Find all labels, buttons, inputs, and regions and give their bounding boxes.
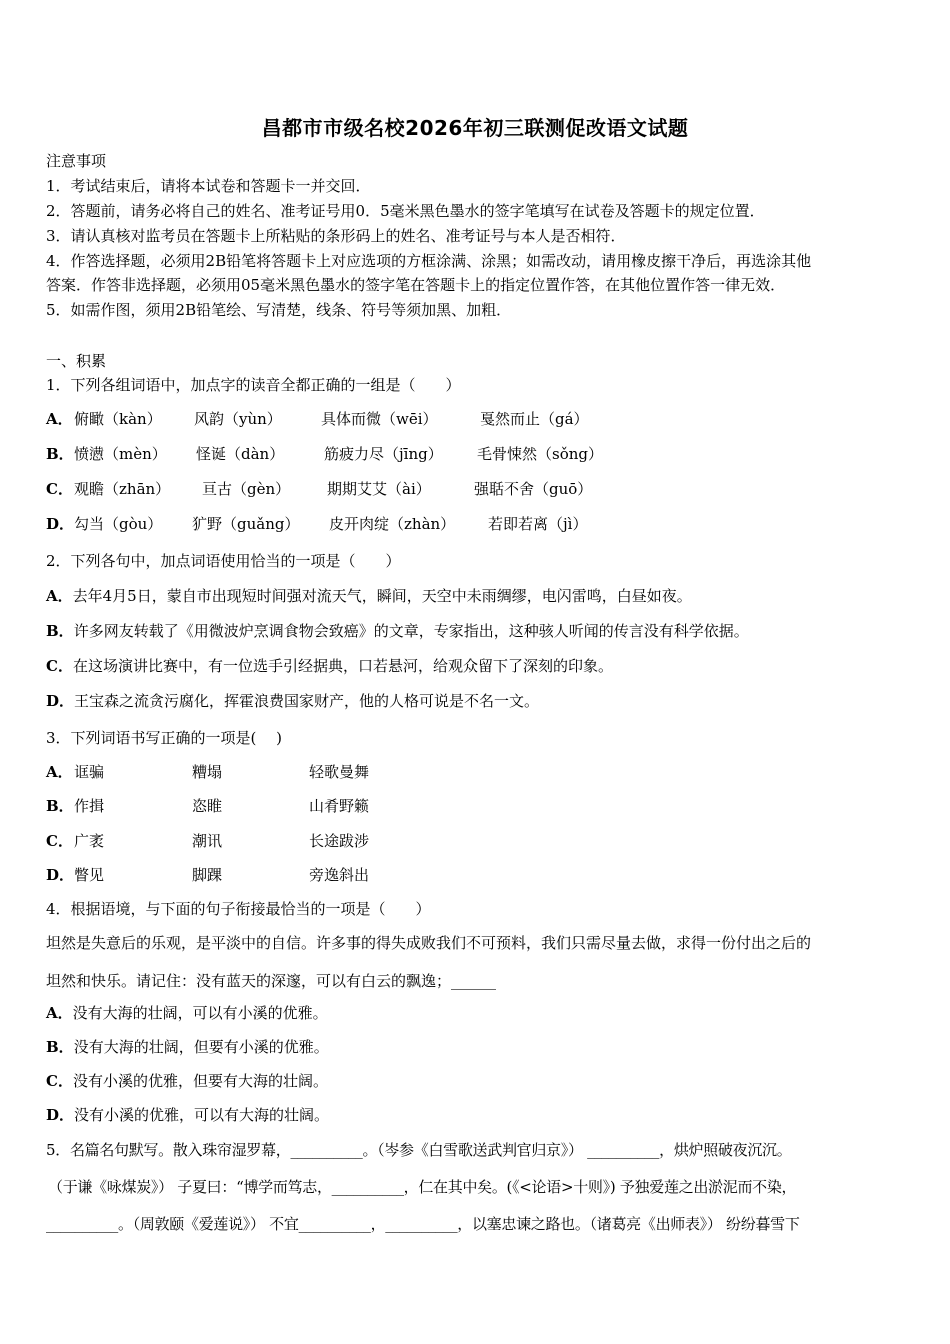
option-item: 山肴野籁 bbox=[309, 797, 370, 815]
option-text: 在这场演讲比赛中，有一位选手引经据典，口若悬河，给观众留下了深刻的印象。 bbox=[72, 657, 613, 675]
question-1-option-d bbox=[46, 515, 906, 533]
option-item: 瞥见 bbox=[74, 866, 105, 884]
notice-item: 2．答题前，请务必将自己的姓名、准考证号用0．5毫米黑色墨水的签字笔填写在试卷及答题卡的规定位置． bbox=[46, 202, 765, 220]
option-item: 风韵（yùn） bbox=[194, 410, 282, 428]
option-text: 没有小溪的优雅，可以有大海的壮阔。 bbox=[74, 1106, 330, 1124]
option-item: 作揖 bbox=[74, 797, 105, 815]
option-label: A． bbox=[46, 587, 73, 605]
option-item: 潮讯 bbox=[192, 832, 223, 850]
option-item: 诓骗 bbox=[74, 763, 105, 781]
question-4-passage: 坦然和快乐。请记住：没有蓝天的深邃，可以有白云的飘逸；______ bbox=[46, 972, 497, 990]
option-item: 广袤 bbox=[74, 832, 105, 850]
question-3-option-d bbox=[46, 866, 906, 884]
option-text: 王宝森之流贪污腐化，挥霍浪费国家财产，他的人格可说是不名一文。 bbox=[74, 692, 540, 710]
question-3-stem: 3．下列词语书写正确的一项是( ) bbox=[46, 729, 283, 747]
option-text: 去年4月5日，蒙自市出现短时间强对流天气，瞬间，天空中未雨绸缪，电闪雷鸣，白昼如夜。 bbox=[72, 587, 692, 605]
option-item: 强聒不舍（guō） bbox=[474, 480, 593, 498]
section-heading: 一、积累 bbox=[46, 352, 107, 370]
option-item: 长途跋涉 bbox=[309, 832, 370, 850]
option-item: 俯瞰（kàn） bbox=[74, 410, 162, 428]
option-label: C． bbox=[46, 832, 73, 850]
option-label: C． bbox=[46, 480, 73, 498]
option-label: C． bbox=[46, 657, 73, 675]
option-label: B． bbox=[46, 1038, 74, 1056]
option-item: 若即若离（jì） bbox=[488, 515, 588, 533]
option-item: 亘古（gèn） bbox=[202, 480, 291, 498]
question-3-option-c bbox=[46, 832, 906, 850]
question-2-stem: 2．下列各句中，加点词语使用恰当的一项是（ ） bbox=[46, 552, 401, 570]
notice-item: 1．考试结束后，请将本试卷和答题卡一并交回． bbox=[46, 177, 371, 195]
question-2-option-a bbox=[46, 587, 910, 605]
option-item: 恣睢 bbox=[192, 797, 223, 815]
question-4-option-d bbox=[46, 1106, 910, 1124]
option-text: 没有大海的壮阔，可以有小溪的优雅。 bbox=[72, 1004, 328, 1022]
option-label: D． bbox=[46, 515, 75, 533]
question-2-option-b bbox=[46, 622, 910, 640]
option-item: 轻歌曼舞 bbox=[309, 763, 370, 781]
question-1-option-c bbox=[46, 480, 906, 498]
notice-item: 3．请认真核对监考员在答题卡上所粘贴的条形码上的姓名、准考证号与本人是否相符． bbox=[46, 227, 626, 245]
option-text: 没有大海的壮阔，但要有小溪的优雅。 bbox=[73, 1038, 329, 1056]
question-5-line: 5．名篇名句默写。散入珠帘湿罗幕，__________。（岑参《白雪歌送武判官归京》） __________，烘炉照破夜沉沉。 bbox=[46, 1141, 792, 1159]
option-item: 皮开肉绽（zhàn） bbox=[329, 515, 456, 533]
option-item: 糟塌 bbox=[192, 763, 223, 781]
option-text: 许多网友转载了《用微波炉烹调食物会致癌》的文章，专家指出，这种骇人听闻的传言没有科学依据。 bbox=[73, 622, 749, 640]
option-text: 没有小溪的优雅，但要有大海的壮阔。 bbox=[72, 1072, 328, 1090]
option-item: 勾当（gòu） bbox=[74, 515, 163, 533]
option-label: B． bbox=[46, 445, 74, 463]
question-4-option-b bbox=[46, 1038, 910, 1056]
notice-item: 5．如需作图，须用2B铅笔绘、写清楚，线条、符号等须加黑、加粗． bbox=[46, 301, 512, 319]
question-3-option-a bbox=[46, 763, 906, 781]
option-label: B． bbox=[46, 622, 74, 640]
option-item: 观瞻（zhān） bbox=[74, 480, 171, 498]
option-label: C． bbox=[46, 1072, 73, 1090]
option-label: A． bbox=[46, 763, 73, 781]
option-label: A． bbox=[46, 410, 73, 428]
question-5-line: （于谦《咏煤炭》） 子夏曰：“博学而笃志，__________，仁在其中矣。(《<论语>十则》) 予独爱莲之出淤泥而不染， bbox=[48, 1178, 797, 1196]
option-label: D． bbox=[46, 692, 75, 710]
question-4-option-c bbox=[46, 1072, 910, 1090]
question-3-option-b bbox=[46, 797, 906, 815]
question-4-stem: 4．根据语境，与下面的句子衔接最恰当的一项是（ ） bbox=[46, 900, 431, 918]
option-label: D． bbox=[46, 866, 75, 884]
option-item: 毛骨悚然（sǒng） bbox=[477, 445, 603, 463]
option-label: B． bbox=[46, 797, 74, 815]
notice-item: 4．作答选择题，必须用2B铅笔将答题卡上对应选项的方框涂满、涂黑；如需改动，请用橡皮擦干净后，再选涂其他 bbox=[46, 252, 812, 270]
option-item: 戛然而止（gá） bbox=[480, 410, 589, 428]
option-item: 期期艾艾（ài） bbox=[327, 480, 431, 498]
option-item: 具体而微（wēi） bbox=[321, 410, 438, 428]
question-1-option-a bbox=[46, 410, 906, 428]
question-4-option-a bbox=[46, 1004, 910, 1022]
option-item: 犷野（guǎng） bbox=[192, 515, 300, 533]
question-5-line: __________。（周敦颐《爱莲说》） 不宜__________，__________，以塞忠谏之路也。（诸葛亮《出师表》） 纷纷暮雪下 bbox=[46, 1215, 800, 1233]
option-label: D． bbox=[46, 1106, 75, 1124]
question-4-passage: 坦然是失意后的乐观，是平淡中的自信。许多事的得失成败我们不可预料，我们只需尽量去做，求得一份付出之后的 bbox=[46, 934, 812, 952]
notice-heading: 注意事项 bbox=[46, 152, 107, 170]
option-item: 愤懑（mèn） bbox=[74, 445, 167, 463]
page-title: 昌都市市级名校2026年初三联测促改语文试题 bbox=[261, 116, 689, 140]
notice-item: 答案．作答非选择题，必须用05毫米黑色墨水的签字笔在答题卡上的指定位置作答，在其他位置作答一律无效． bbox=[46, 276, 786, 294]
option-item: 筋疲力尽（jīng） bbox=[324, 445, 443, 463]
option-item: 旁逸斜出 bbox=[309, 866, 370, 884]
option-item: 脚踝 bbox=[192, 866, 223, 884]
option-label: A． bbox=[46, 1004, 73, 1022]
question-2-option-c bbox=[46, 657, 910, 675]
question-2-option-d bbox=[46, 692, 910, 710]
option-item: 怪诞（dàn） bbox=[196, 445, 285, 463]
question-1-option-b bbox=[46, 445, 906, 463]
question-1-stem: 1．下列各组词语中，加点字的读音全都正确的一组是（ ） bbox=[46, 376, 461, 394]
